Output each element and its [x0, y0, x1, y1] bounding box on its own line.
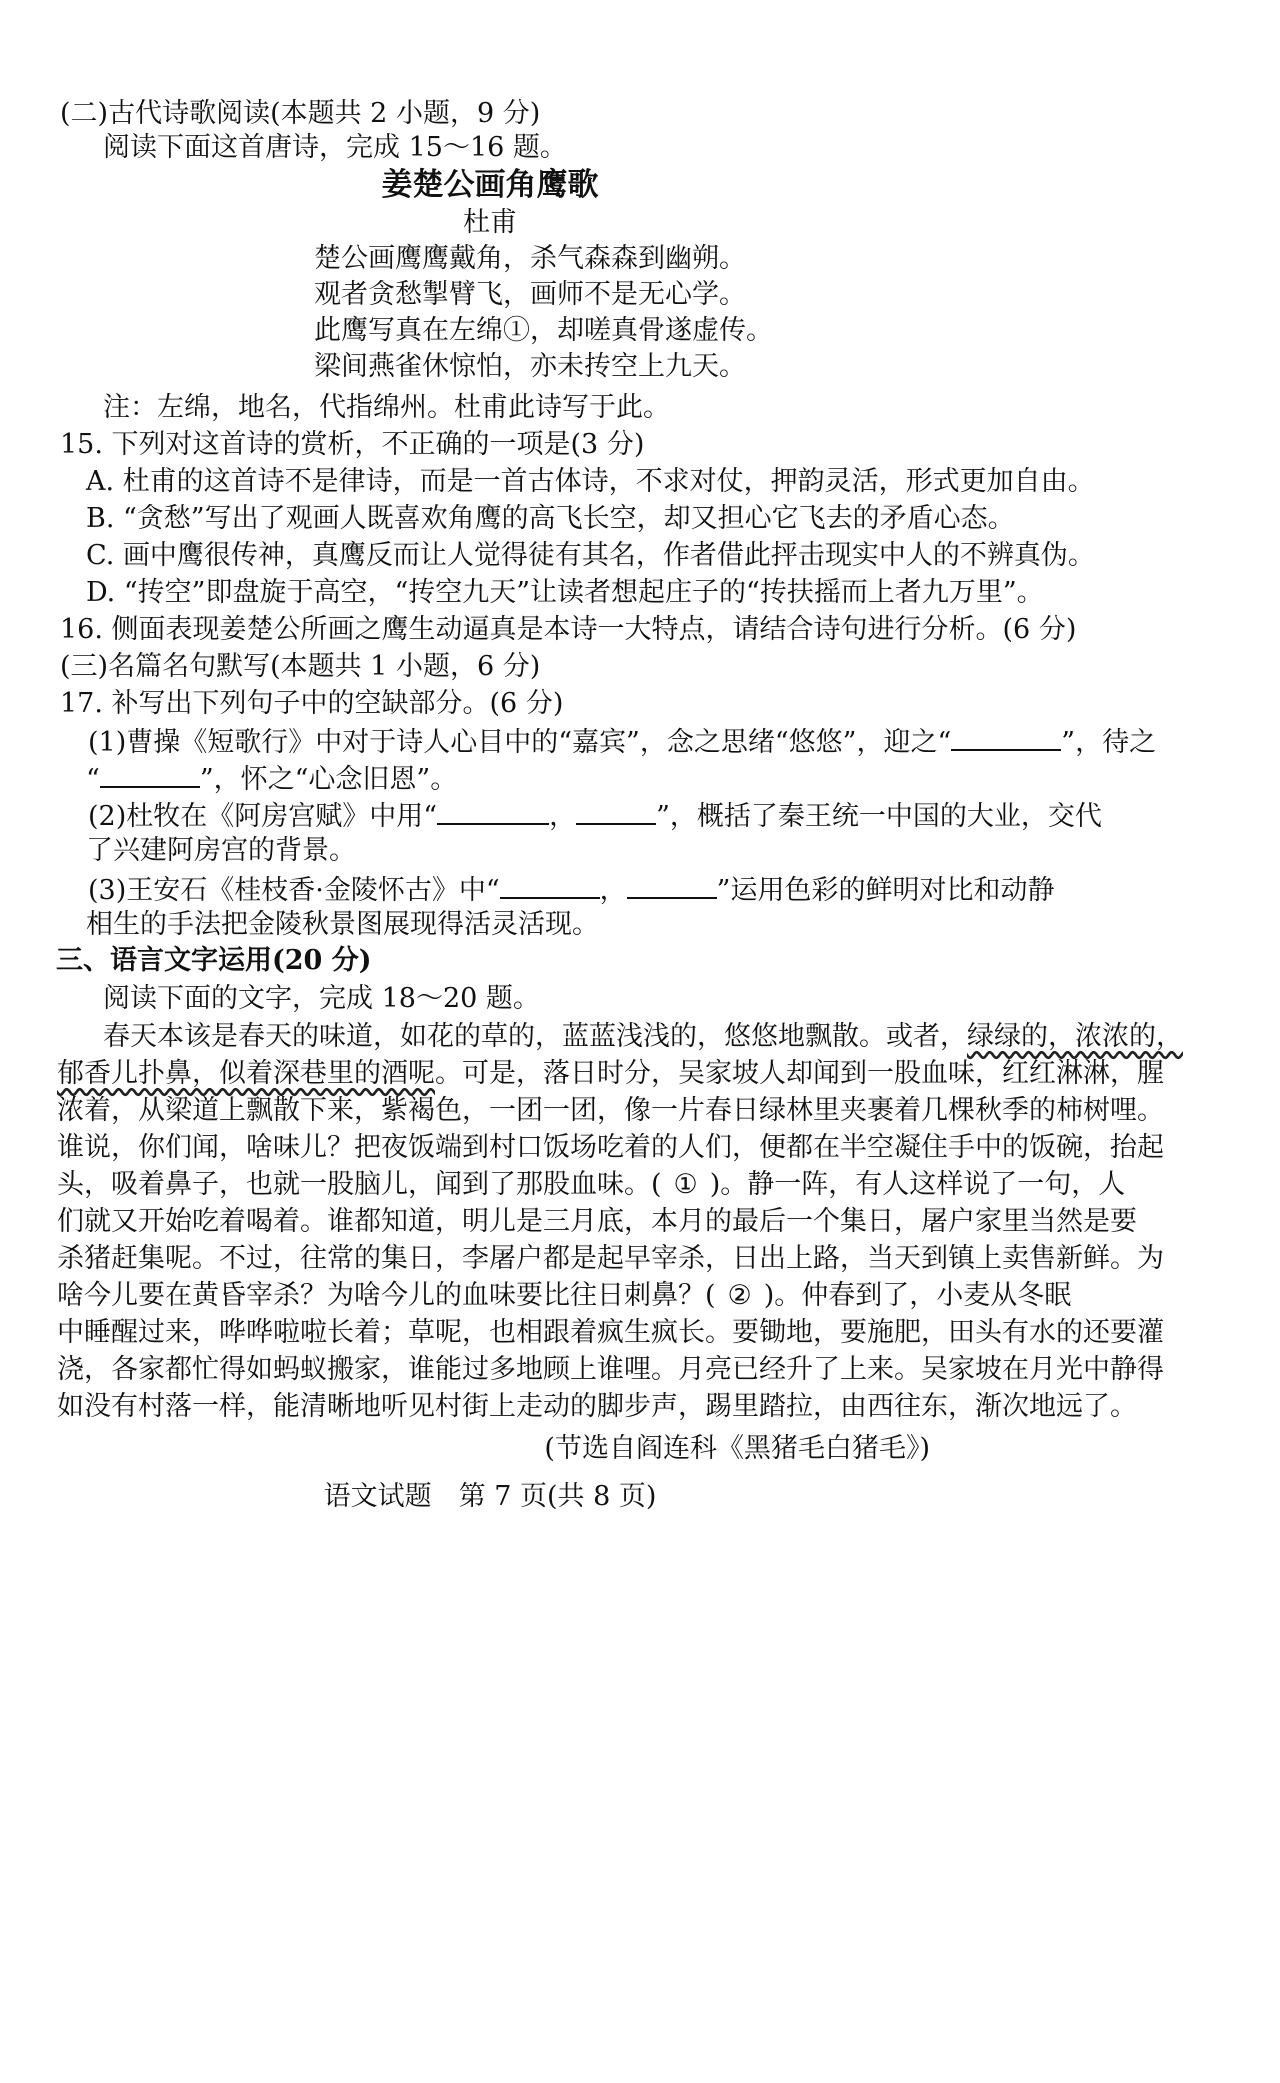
text: ”，怀之“心念旧恩”。 — [199, 764, 458, 795]
poem-note: 注：左绵，地名，代指绵州。杜甫此诗写于此。 — [103, 392, 670, 423]
passage-line — [57, 1279, 1071, 1313]
text: (2)杜牧在《阿房宫赋》中用“ — [88, 801, 438, 832]
passage-line: 们就又开始吃着喝着。谁都知道，明儿是三月底，本月的最后一个集日，屠户家里当然是要 — [57, 1206, 1137, 1237]
text: (3)王安石《桂枝香·金陵怀古》中“ — [88, 875, 500, 906]
part-heading: 三、语言文字运用(20 分) — [56, 945, 372, 976]
passage-line — [57, 1057, 1164, 1091]
poem-line: 观者贪愁掣臂飞，画师不是无心学。 — [314, 279, 746, 310]
poem-title: 姜楚公画角鹰歌 — [381, 167, 599, 203]
text: 。可是，落日时分，吴家坡人却闻到一股血味，红红淋淋，腥 — [435, 1058, 1164, 1089]
passage-line: 浇，各家都忙得如蚂蚁搬家，谁能过多地顾上谁哩。月亮已经升了上来。吴家坡在月光中静得 — [57, 1354, 1164, 1385]
question-17-part-1-cont — [86, 760, 457, 797]
option-a: A. 杜甫的这首诗不是律诗，而是一首古体诗，不求对仗，押韵灵活，形式更加自由。 — [86, 466, 1095, 497]
passage-line — [103, 1020, 1183, 1054]
poem-line: 此鹰写真在左绵①，却嗟真骨遂虚传。 — [314, 315, 773, 346]
passage-source: (节选自阎连科《黑猪毛白猪毛》) — [544, 1433, 930, 1464]
page-footer: 语文试题 第 7 页(共 8 页) — [323, 1481, 657, 1512]
answer-blank[interactable] — [576, 797, 656, 825]
passage-line: 浓着，从梁道上飘散下来，紫褐色，一团一团，像一片春日绿林里夹裹着几棵秋季的柿树哩。 — [57, 1095, 1164, 1126]
text: 头，吸着鼻子，也就一股脑儿，闻到了那股血味。( — [57, 1169, 662, 1200]
section-instruction: 阅读下面这首唐诗，完成 15～16 题。 — [103, 132, 567, 163]
question-17-part-3-cont: 相生的手法把金陵秋景图展现得活灵活现。 — [86, 909, 599, 940]
passage-line — [57, 1168, 1125, 1202]
question-17: 17. 补写出下列句子中的空缺部分。(6 分) — [60, 688, 564, 719]
section-heading: (二)古代诗歌阅读(本题共 2 小题，9 分) — [60, 98, 541, 129]
text: (1)曹操《短歌行》中对于诗人心目中的“嘉宾”，念之思绪“悠悠”，迎之“ — [88, 727, 952, 758]
answer-blank[interactable] — [500, 871, 600, 899]
passage-line: 如没有村落一样，能清晰地听见村街上走动的脚步声，踢里踏拉，由西往东，渐次地远了。 — [57, 1391, 1137, 1422]
poem-author: 杜甫 — [463, 207, 517, 238]
blank-marker-1: ① — [673, 1169, 698, 1200]
answer-blank[interactable] — [951, 723, 1061, 751]
option-b: B. “贪愁”写出了观画人既喜欢角鹰的高飞长空，却又担心它飞去的矛盾心态。 — [86, 503, 1015, 534]
answer-blank[interactable] — [100, 760, 200, 788]
poem-line: 梁间燕雀休惊怕，亦未抟空上九天。 — [314, 351, 746, 382]
answer-blank[interactable] — [627, 871, 717, 899]
text: 春天本该是春天的味道，如花的草的，蓝蓝浅浅的，悠悠地飘散。或者， — [103, 1021, 967, 1052]
passage-line: 中睡醒过来，哗哗啦啦长着；草呢，也相跟着疯生疯长。要锄地，要施肥，田头有水的还要灌 — [57, 1317, 1164, 1348]
blank-marker-2: ② — [727, 1280, 752, 1311]
text: ”运用色彩的鲜明对比和动静 — [716, 875, 1055, 906]
text: 啥今儿要在黄昏宰杀？为啥今儿的血味要比往日刺鼻？( — [57, 1280, 716, 1311]
passage-line: 杀猪赶集呢。不过，往常的集日，李屠户都是起早宰杀，日出上路，当天到镇上卖售新鲜。为 — [57, 1243, 1164, 1274]
section-heading: (三)名篇名句默写(本题共 1 小题，6 分) — [60, 651, 541, 682]
part-instruction: 阅读下面的文字，完成 18～20 题。 — [103, 983, 540, 1014]
question-17-part-3 — [88, 871, 1054, 908]
question-17-part-2 — [88, 797, 1102, 834]
text: ， — [599, 875, 627, 906]
text: ， — [549, 801, 577, 832]
text: )。静一阵，有人这样说了一句，人 — [709, 1169, 1126, 1200]
wavy-underlined-text: 绿绿的，浓浓的， — [967, 1021, 1183, 1052]
question-16: 16. 侧面表现姜楚公所画之鹰生动逼真是本诗一大特点，请结合诗句进行分析。(6 分) — [60, 614, 1077, 645]
text: ”，概括了秦王统一中国的大业，交代 — [656, 801, 1102, 832]
text: “ — [86, 764, 100, 795]
question-15: 15. 下列对这首诗的赏析，不正确的一项是(3 分) — [60, 429, 645, 460]
option-d: D. “抟空”即盘旋于高空，“抟空九天”让读者想起庄子的“抟扶摇而上者九万里”。 — [86, 577, 1044, 608]
text: )。仲春到了，小麦从冬眠 — [763, 1280, 1072, 1311]
question-17-part-1 — [88, 723, 1156, 760]
passage-line: 谁说，你们闻，啥味儿？把夜饭端到村口饭场吃着的人们，便都在半空凝住手中的饭碗，抬起 — [57, 1132, 1164, 1163]
answer-blank[interactable] — [437, 797, 549, 825]
wavy-underlined-text: 郁香儿扑鼻，似着深巷里的酒呢 — [57, 1058, 435, 1089]
option-c: C. 画中鹰很传神，真鹰反而让人觉得徒有其名，作者借此抨击现实中人的不辨真伪。 — [86, 540, 1095, 571]
question-17-part-2-cont: 了兴建阿房宫的背景。 — [86, 835, 356, 866]
poem-line: 楚公画鹰鹰戴角，杀气森森到幽朔。 — [314, 243, 746, 274]
text: ”，待之 — [1061, 727, 1157, 758]
